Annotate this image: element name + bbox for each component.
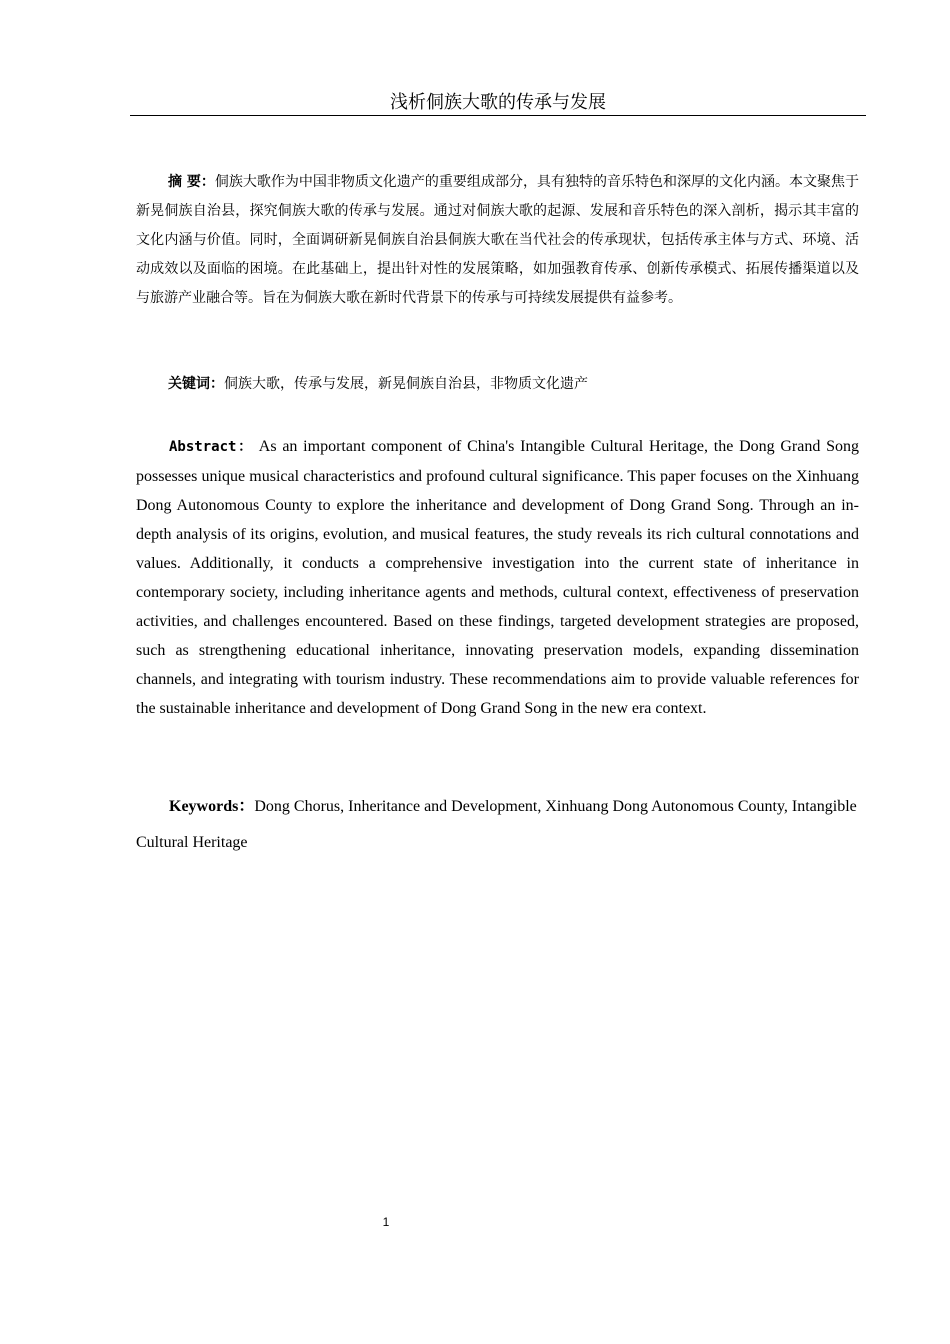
english-keywords [136,789,859,861]
english-abstract [136,432,859,723]
english-abstract-text: As an important component of China's Intangible Cultural Heritage, the Dong Grand Song possesses unique musical characteristics and profound cultural significance. This paper focuses on the Xinhuang Dong Autonomous County to explore the inheritance and development of Dong Grand Song. Through an in-depth analysis of its origins, evolution, and musical features, the study reveals its rich cultural connotations and values. Additionally, it conducts a comprehensive investigation into the current state of inheritance in contemporary society, including inheritance agents and methods, cultural context, effectiveness of preservation activities, and challenges encountered. Based on these findings, targeted development strategies are proposed, such as strengthening educational inheritance, innovating preservation models, expanding dissemination channels, and integrating with tourism industry. These recommendations aim to provide valuable references for the sustainable inheritance and development of Dong Grand Song in the new era context. [136,438,860,717]
page-number: 1 [382,1215,390,1229]
english-keywords-label: Keywords： [169,798,255,815]
english-abstract-label: Abstract： [169,439,254,455]
chinese-keywords-text: 侗族大歌，传承与发展，新晃侗族自治县，非物质文化遗产 [224,376,588,392]
chinese-abstract-label: 摘 要： [168,174,215,190]
chinese-abstract-text: 侗族大歌作为中国非物质文化遗产的重要组成部分，具有独特的音乐特色和深厚的文化内涵。本文聚焦于新晃侗族自治县，探究侗族大歌的传承与发展。通过对侗族大歌的起源、发展和音乐特色的深入剖析，揭示其丰富的文化内涵与价值。同时，全面调研新晃侗族自治县侗族大歌在当代社会的传承现状，包括传承主体与方式、环境、活动成效以及面临的困境。在此基础上，提出针对性的发展策略，如加强教育传承、创新传承模式、拓展传播渠道以及与旅游产业融合等。旨在为侗族大歌在新时代背景下的传承与可持续发展提供有益参考。 [136,174,860,306]
chinese-keywords [136,370,859,399]
header-divider [130,115,866,116]
chinese-keywords-label: 关键词： [168,376,224,392]
page-header-title: 浅析侗族大歌的传承与发展 [390,92,606,113]
english-keywords-text: Dong Chorus, Inheritance and Development, Xinhuang Dong Autonomous County, Intangible Cultural Heritage [136,798,857,851]
chinese-abstract [136,168,859,313]
